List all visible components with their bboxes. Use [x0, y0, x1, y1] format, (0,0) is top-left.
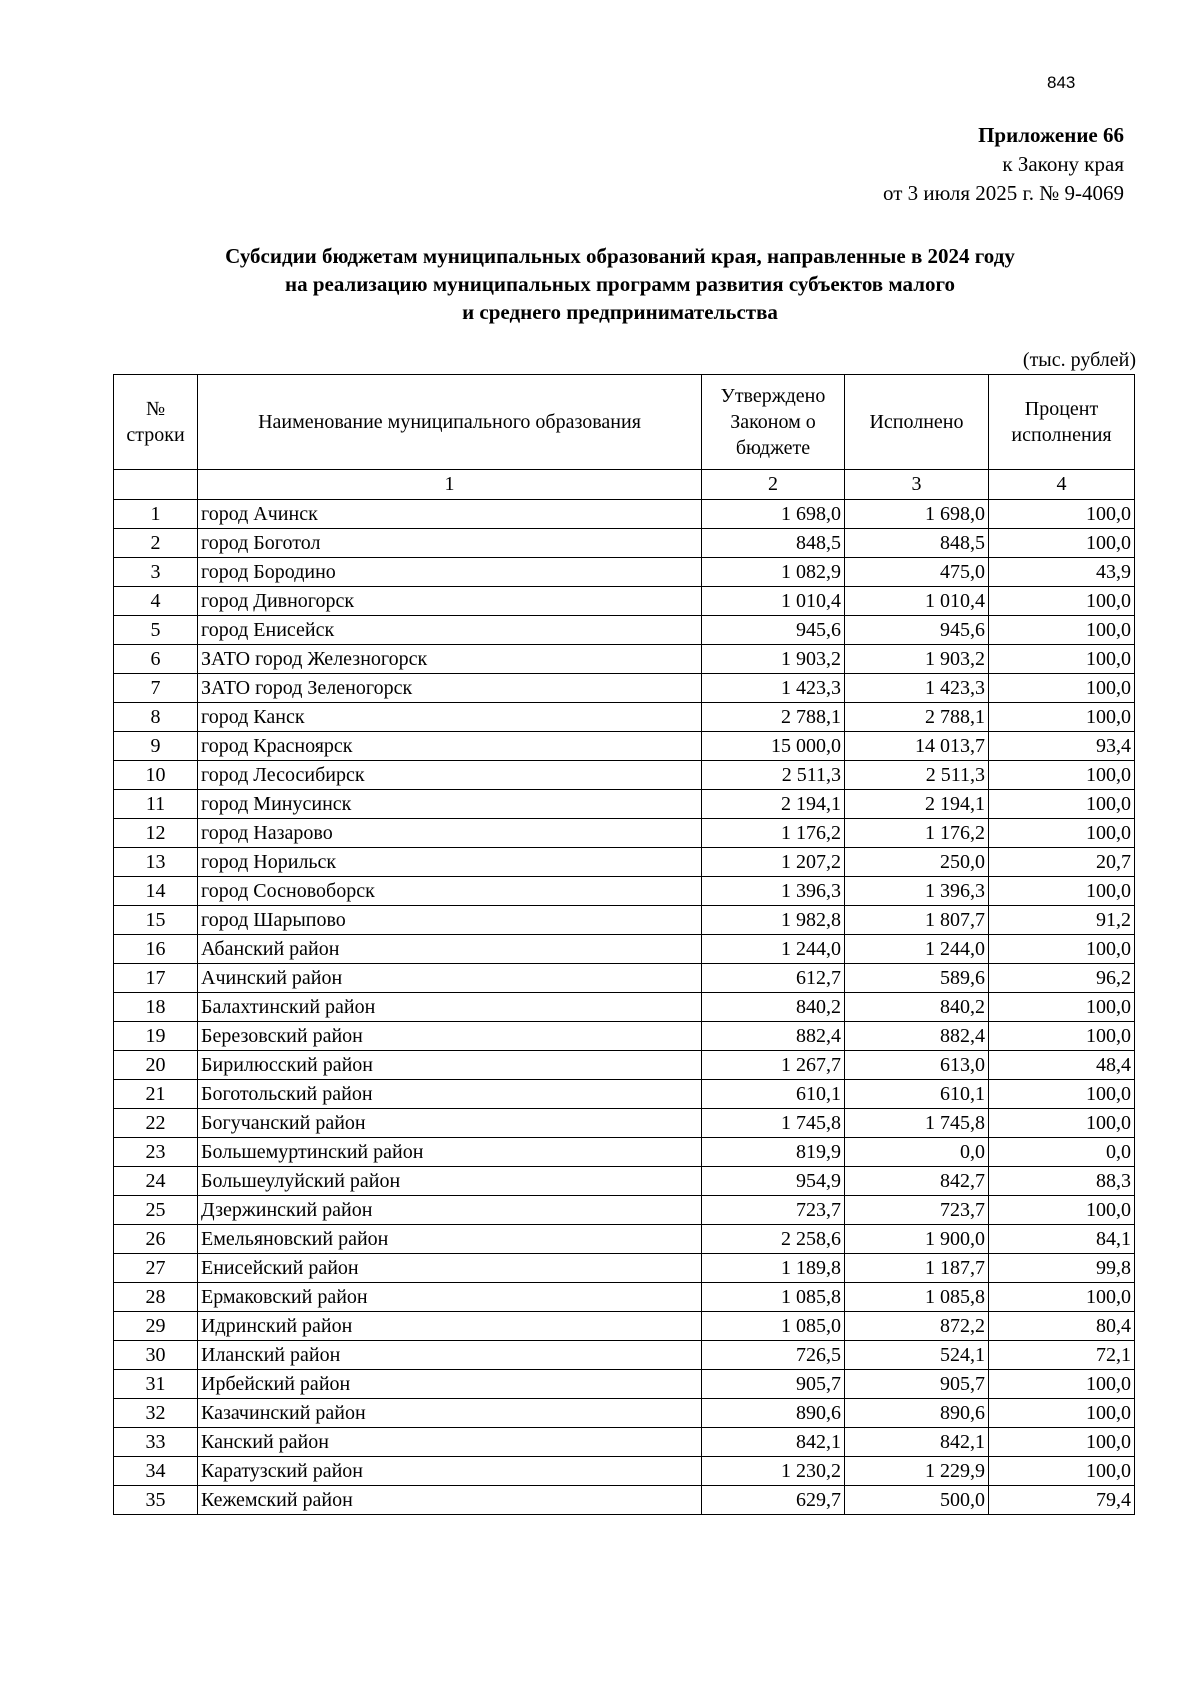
execution-percent-cell: 100,0: [989, 935, 1135, 964]
title-line-1: Субсидии бюджетам муниципальных образований края, направленные в 2024 году: [225, 244, 1015, 268]
approved-amount-cell: 882,4: [702, 1022, 845, 1051]
executed-amount-cell: 524,1: [845, 1341, 989, 1370]
approved-amount-cell: 1 207,2: [702, 848, 845, 877]
table-row: [114, 1022, 1135, 1051]
executed-amount-cell: 905,7: [845, 1370, 989, 1399]
approved-amount-cell: 842,1: [702, 1428, 845, 1457]
row-number-cell: 24: [114, 1167, 198, 1196]
executed-amount-cell: 1 187,7: [845, 1254, 989, 1283]
municipality-name-cell: город Норильск: [198, 848, 702, 877]
row-number-cell: 7: [114, 674, 198, 703]
subsidies-table: [113, 374, 1135, 1515]
header-row-number: № строки: [114, 375, 198, 470]
row-number-cell: 5: [114, 616, 198, 645]
municipality-name-cell: Богучанский район: [198, 1109, 702, 1138]
row-number-cell: 33: [114, 1428, 198, 1457]
table-row: [114, 964, 1135, 993]
column-index: 3: [845, 470, 989, 500]
table-row: [114, 1167, 1135, 1196]
execution-percent-cell: 100,0: [989, 819, 1135, 848]
execution-percent-cell: 100,0: [989, 1109, 1135, 1138]
execution-percent-cell: 100,0: [989, 616, 1135, 645]
table-row: [114, 1370, 1135, 1399]
executed-amount-cell: 1 229,9: [845, 1457, 989, 1486]
execution-percent-cell: 100,0: [989, 1370, 1135, 1399]
row-number-cell: 27: [114, 1254, 198, 1283]
municipality-name-cell: Енисейский район: [198, 1254, 702, 1283]
table-row: [114, 935, 1135, 964]
approved-amount-cell: 1 244,0: [702, 935, 845, 964]
row-number-cell: 11: [114, 790, 198, 819]
executed-amount-cell: 945,6: [845, 616, 989, 645]
table-row: [114, 1254, 1135, 1283]
executed-amount-cell: 882,4: [845, 1022, 989, 1051]
execution-percent-cell: 100,0: [989, 1457, 1135, 1486]
approved-amount-cell: 954,9: [702, 1167, 845, 1196]
table-row: [114, 529, 1135, 558]
execution-percent-cell: 100,0: [989, 993, 1135, 1022]
approved-amount-cell: 15 000,0: [702, 732, 845, 761]
approved-amount-cell: 890,6: [702, 1399, 845, 1428]
table-row: [114, 1312, 1135, 1341]
row-number-cell: 18: [114, 993, 198, 1022]
executed-amount-cell: 1 745,8: [845, 1109, 989, 1138]
execution-percent-cell: 91,2: [989, 906, 1135, 935]
row-number-cell: 21: [114, 1080, 198, 1109]
approved-amount-cell: 2 511,3: [702, 761, 845, 790]
table-row: [114, 732, 1135, 761]
municipality-name-cell: Балахтинский район: [198, 993, 702, 1022]
row-number-cell: 22: [114, 1109, 198, 1138]
approved-amount-cell: 1 010,4: [702, 587, 845, 616]
municipality-name-cell: город Енисейск: [198, 616, 702, 645]
approved-amount-cell: 1 189,8: [702, 1254, 845, 1283]
approved-amount-cell: 612,7: [702, 964, 845, 993]
row-number-cell: 9: [114, 732, 198, 761]
approved-amount-cell: 1 082,9: [702, 558, 845, 587]
executed-amount-cell: 475,0: [845, 558, 989, 587]
table-row: [114, 1428, 1135, 1457]
executed-amount-cell: 1 903,2: [845, 645, 989, 674]
municipality-name-cell: город Ачинск: [198, 500, 702, 529]
row-number-cell: 30: [114, 1341, 198, 1370]
table-row: [114, 1486, 1135, 1515]
column-index: 1: [198, 470, 702, 500]
column-index-empty: [114, 470, 198, 500]
execution-percent-cell: 100,0: [989, 587, 1135, 616]
executed-amount-cell: 723,7: [845, 1196, 989, 1225]
municipality-name-cell: Идринский район: [198, 1312, 702, 1341]
execution-percent-cell: 20,7: [989, 848, 1135, 877]
approved-amount-cell: 905,7: [702, 1370, 845, 1399]
municipality-name-cell: ЗАТО город Железногорск: [198, 645, 702, 674]
execution-percent-cell: 79,4: [989, 1486, 1135, 1515]
approved-amount-cell: 726,5: [702, 1341, 845, 1370]
executed-amount-cell: 2 194,1: [845, 790, 989, 819]
row-number-cell: 20: [114, 1051, 198, 1080]
execution-percent-cell: 93,4: [989, 732, 1135, 761]
execution-percent-cell: 72,1: [989, 1341, 1135, 1370]
municipality-name-cell: Бирилюсский район: [198, 1051, 702, 1080]
table-row: [114, 587, 1135, 616]
page-number: 843: [1047, 73, 1076, 92]
executed-amount-cell: 0,0: [845, 1138, 989, 1167]
header-executed: Исполнено: [845, 375, 989, 470]
execution-percent-cell: 100,0: [989, 500, 1135, 529]
approved-amount-cell: 945,6: [702, 616, 845, 645]
executed-amount-cell: 1 085,8: [845, 1283, 989, 1312]
table-row: [114, 790, 1135, 819]
approved-amount-cell: 1 396,3: [702, 877, 845, 906]
table-row: [114, 645, 1135, 674]
column-index: 4: [989, 470, 1135, 500]
executed-amount-cell: 1 244,0: [845, 935, 989, 964]
execution-percent-cell: 100,0: [989, 790, 1135, 819]
column-index-row: [114, 470, 1135, 500]
approved-amount-cell: 610,1: [702, 1080, 845, 1109]
row-number-cell: 2: [114, 529, 198, 558]
executed-amount-cell: 2 788,1: [845, 703, 989, 732]
executed-amount-cell: 613,0: [845, 1051, 989, 1080]
table-row: [114, 877, 1135, 906]
execution-percent-cell: 100,0: [989, 645, 1135, 674]
table-row: [114, 1196, 1135, 1225]
municipality-name-cell: Березовский район: [198, 1022, 702, 1051]
appendix-law-ref: к Закону края: [1002, 152, 1124, 176]
approved-amount-cell: 1 085,8: [702, 1283, 845, 1312]
municipality-name-cell: Каратузский район: [198, 1457, 702, 1486]
approved-amount-cell: 629,7: [702, 1486, 845, 1515]
table-row: [114, 1399, 1135, 1428]
municipality-name-cell: Иланский район: [198, 1341, 702, 1370]
execution-percent-cell: 100,0: [989, 529, 1135, 558]
table-row: [114, 1051, 1135, 1080]
document-title: [110, 242, 1130, 326]
table-body: [114, 500, 1135, 1515]
table-row: [114, 703, 1135, 732]
row-number-cell: 26: [114, 1225, 198, 1254]
approved-amount-cell: 1 230,2: [702, 1457, 845, 1486]
appendix-date: от 3 июля 2025 г. № 9-4069: [883, 181, 1124, 205]
approved-amount-cell: 1 698,0: [702, 500, 845, 529]
municipality-name-cell: Абанский район: [198, 935, 702, 964]
title-line-2: на реализацию муниципальных программ развития субъектов малого: [284, 272, 956, 296]
executed-amount-cell: 14 013,7: [845, 732, 989, 761]
execution-percent-cell: 100,0: [989, 1399, 1135, 1428]
row-number-cell: 32: [114, 1399, 198, 1428]
execution-percent-cell: 100,0: [989, 761, 1135, 790]
executed-amount-cell: 500,0: [845, 1486, 989, 1515]
approved-amount-cell: 1 903,2: [702, 645, 845, 674]
table-row: [114, 993, 1135, 1022]
row-number-cell: 17: [114, 964, 198, 993]
executed-amount-cell: 842,1: [845, 1428, 989, 1457]
table-row: [114, 848, 1135, 877]
approved-amount-cell: 2 258,6: [702, 1225, 845, 1254]
row-number-cell: 28: [114, 1283, 198, 1312]
row-number-cell: 3: [114, 558, 198, 587]
municipality-name-cell: город Минусинск: [198, 790, 702, 819]
municipality-name-cell: Канский район: [198, 1428, 702, 1457]
approved-amount-cell: 1 085,0: [702, 1312, 845, 1341]
approved-amount-cell: 1 176,2: [702, 819, 845, 848]
row-number-cell: 10: [114, 761, 198, 790]
table-row: [114, 819, 1135, 848]
approved-amount-cell: 840,2: [702, 993, 845, 1022]
row-number-cell: 23: [114, 1138, 198, 1167]
municipality-name-cell: Ермаковский район: [198, 1283, 702, 1312]
table-row: [114, 558, 1135, 587]
row-number-cell: 31: [114, 1370, 198, 1399]
row-number-cell: 34: [114, 1457, 198, 1486]
municipality-name-cell: Казачинский район: [198, 1399, 702, 1428]
approved-amount-cell: 848,5: [702, 529, 845, 558]
execution-percent-cell: 100,0: [989, 1196, 1135, 1225]
row-number-cell: 8: [114, 703, 198, 732]
row-number-cell: 12: [114, 819, 198, 848]
table-row: [114, 761, 1135, 790]
execution-percent-cell: 48,4: [989, 1051, 1135, 1080]
municipality-name-cell: Кежемский район: [198, 1486, 702, 1515]
municipality-name-cell: Большемуртинский район: [198, 1138, 702, 1167]
row-number-cell: 15: [114, 906, 198, 935]
row-number-cell: 29: [114, 1312, 198, 1341]
municipality-name-cell: Ачинский район: [198, 964, 702, 993]
row-number-cell: 16: [114, 935, 198, 964]
municipality-name-cell: Ирбейский район: [198, 1370, 702, 1399]
row-number-cell: 4: [114, 587, 198, 616]
table-row: [114, 1109, 1135, 1138]
table-row: [114, 1138, 1135, 1167]
executed-amount-cell: 890,6: [845, 1399, 989, 1428]
executed-amount-cell: 1 010,4: [845, 587, 989, 616]
municipality-name-cell: ЗАТО город Зеленогорск: [198, 674, 702, 703]
row-number-cell: 13: [114, 848, 198, 877]
appendix-block: [883, 121, 1124, 208]
execution-percent-cell: 80,4: [989, 1312, 1135, 1341]
approved-amount-cell: 2 194,1: [702, 790, 845, 819]
table-row: [114, 1341, 1135, 1370]
execution-percent-cell: 100,0: [989, 1428, 1135, 1457]
executed-amount-cell: 1 900,0: [845, 1225, 989, 1254]
execution-percent-cell: 88,3: [989, 1167, 1135, 1196]
approved-amount-cell: 1 423,3: [702, 674, 845, 703]
municipality-name-cell: город Бородино: [198, 558, 702, 587]
execution-percent-cell: 99,8: [989, 1254, 1135, 1283]
table-row: [114, 1457, 1135, 1486]
appendix-title: Приложение 66: [978, 123, 1124, 147]
municipality-name-cell: город Сосновоборск: [198, 877, 702, 906]
municipality-name-cell: город Шарыпово: [198, 906, 702, 935]
executed-amount-cell: 250,0: [845, 848, 989, 877]
approved-amount-cell: 723,7: [702, 1196, 845, 1225]
executed-amount-cell: 842,7: [845, 1167, 989, 1196]
execution-percent-cell: 100,0: [989, 1080, 1135, 1109]
header-name: Наименование муниципального образования: [198, 375, 702, 470]
table-row: [114, 1080, 1135, 1109]
row-number-cell: 1: [114, 500, 198, 529]
municipality-name-cell: город Канск: [198, 703, 702, 732]
execution-percent-cell: 100,0: [989, 877, 1135, 906]
approved-amount-cell: 1 267,7: [702, 1051, 845, 1080]
execution-percent-cell: 100,0: [989, 1022, 1135, 1051]
executed-amount-cell: 2 511,3: [845, 761, 989, 790]
table-row: [114, 500, 1135, 529]
executed-amount-cell: 589,6: [845, 964, 989, 993]
execution-percent-cell: 100,0: [989, 703, 1135, 732]
execution-percent-cell: 100,0: [989, 1283, 1135, 1312]
executed-amount-cell: 1 698,0: [845, 500, 989, 529]
execution-percent-cell: 0,0: [989, 1138, 1135, 1167]
approved-amount-cell: 1 745,8: [702, 1109, 845, 1138]
table-row: [114, 616, 1135, 645]
municipality-name-cell: Емельяновский район: [198, 1225, 702, 1254]
executed-amount-cell: 872,2: [845, 1312, 989, 1341]
approved-amount-cell: 1 982,8: [702, 906, 845, 935]
table-row: [114, 1225, 1135, 1254]
municipality-name-cell: город Дивногорск: [198, 587, 702, 616]
title-line-3: и среднего предпринимательства: [462, 300, 778, 324]
municipality-name-cell: город Красноярск: [198, 732, 702, 761]
executed-amount-cell: 840,2: [845, 993, 989, 1022]
header-percent: Процент исполнения: [989, 375, 1135, 470]
executed-amount-cell: 1 396,3: [845, 877, 989, 906]
units-label: (тыс. рублей): [1022, 349, 1136, 371]
approved-amount-cell: 819,9: [702, 1138, 845, 1167]
municipality-name-cell: Большеулуйский район: [198, 1167, 702, 1196]
execution-percent-cell: 84,1: [989, 1225, 1135, 1254]
header-approved: Утверждено Законом о бюджете: [702, 375, 845, 470]
table-row: [114, 906, 1135, 935]
municipality-name-cell: город Лесосибирск: [198, 761, 702, 790]
table-header-row: [114, 375, 1135, 470]
municipality-name-cell: город Назарово: [198, 819, 702, 848]
table-row: [114, 1283, 1135, 1312]
row-number-cell: 14: [114, 877, 198, 906]
table-row: [114, 674, 1135, 703]
row-number-cell: 35: [114, 1486, 198, 1515]
row-number-cell: 6: [114, 645, 198, 674]
municipality-name-cell: Боготольский район: [198, 1080, 702, 1109]
row-number-cell: 25: [114, 1196, 198, 1225]
execution-percent-cell: 100,0: [989, 674, 1135, 703]
municipality-name-cell: Дзержинский район: [198, 1196, 702, 1225]
executed-amount-cell: 1 423,3: [845, 674, 989, 703]
column-index: 2: [702, 470, 845, 500]
executed-amount-cell: 610,1: [845, 1080, 989, 1109]
approved-amount-cell: 2 788,1: [702, 703, 845, 732]
executed-amount-cell: 1 176,2: [845, 819, 989, 848]
execution-percent-cell: 96,2: [989, 964, 1135, 993]
execution-percent-cell: 43,9: [989, 558, 1135, 587]
row-number-cell: 19: [114, 1022, 198, 1051]
executed-amount-cell: 1 807,7: [845, 906, 989, 935]
municipality-name-cell: город Боготол: [198, 529, 702, 558]
executed-amount-cell: 848,5: [845, 529, 989, 558]
